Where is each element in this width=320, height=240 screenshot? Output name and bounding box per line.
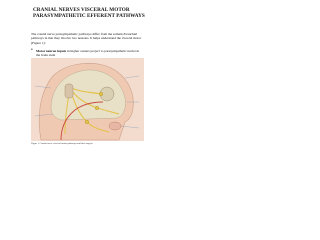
title-line-1: CRANIAL NERVES VISCERAL MOTOR xyxy=(33,7,130,13)
ganglion-1 xyxy=(99,92,103,96)
figure-caption: Figure 1 Cranial nerve visceral motor pathways and their targets xyxy=(31,142,93,145)
ganglion-3 xyxy=(85,120,89,124)
ganglion-2 xyxy=(95,106,99,110)
bullet-body: in higher centers project to parasympathetic nuclei in the brain stem xyxy=(36,49,140,58)
bullet-dot-icon: • xyxy=(31,48,33,53)
intro-paragraph: The cranial nerve parasympathetic pathways differ from the somatic/branchial pathways in that they involve two neurons. It helps understand the visceral motor (Figure 1): xyxy=(31,32,142,45)
anatomy-figure xyxy=(31,58,144,141)
document-title xyxy=(33,7,145,19)
bullet-item xyxy=(31,49,144,58)
bullet-term: Motor neuron inputs xyxy=(36,49,67,53)
bullet-text xyxy=(36,49,144,58)
document-page xyxy=(0,0,149,198)
gland xyxy=(109,122,121,130)
title-line-2: PARASYMPATHETIC EFFERENT PATHWAYS xyxy=(33,13,145,19)
brainstem xyxy=(65,84,73,98)
